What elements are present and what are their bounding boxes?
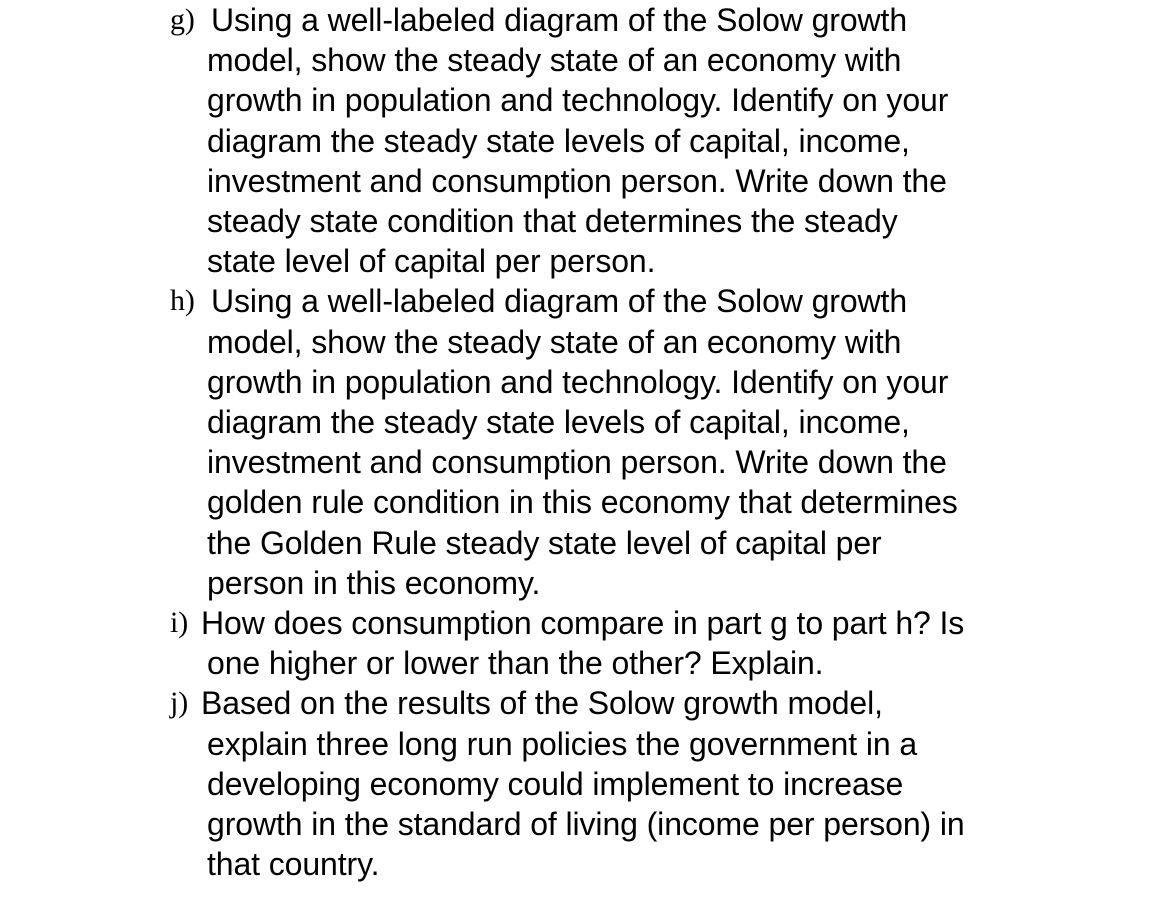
question-text-line: investment and consumption person. Write down the bbox=[207, 444, 947, 481]
question-text-line: golden rule condition in this economy that determines bbox=[207, 484, 958, 521]
question-text-line: state level of capital per person. bbox=[207, 243, 656, 280]
question-text-line: Using a well-labeled diagram of the Solow growth bbox=[211, 2, 908, 38]
question-marker: i) bbox=[170, 606, 189, 640]
question-i bbox=[170, 603, 1070, 683]
question-text-line: Based on the results of the Solow growth model, bbox=[201, 685, 883, 722]
question-text-line: the Golden Rule steady state level of capital per bbox=[207, 524, 882, 561]
question-text-line: diagram the steady state levels of capital, income, bbox=[207, 404, 910, 441]
question-h bbox=[170, 281, 1070, 603]
question-g bbox=[170, 0, 1070, 281]
question-text-line: growth in the standard of living (income per person) in bbox=[207, 806, 965, 843]
question-text-line: growth in population and technology. Identify on your bbox=[207, 82, 949, 119]
question-text-line: model, show the steady state of an economy with bbox=[207, 42, 902, 79]
question-marker: g) bbox=[170, 3, 195, 36]
question-text-line: How does consumption compare in part g to part h? Is bbox=[201, 605, 965, 642]
question-text-line: steady state condition that determines the steady bbox=[207, 203, 898, 240]
question-j bbox=[170, 683, 1070, 884]
question-marker: h) bbox=[170, 284, 195, 318]
question-text-line: growth in population and technology. Identify on your bbox=[207, 363, 949, 400]
question-text-line: one higher or lower than the other? Explain. bbox=[207, 645, 824, 682]
question-text-line: explain three long run policies the government in a bbox=[207, 725, 918, 762]
question-text-line: that country. bbox=[207, 846, 380, 883]
question-text-line: diagram the steady state levels of capital, income, bbox=[207, 122, 910, 159]
question-marker: j) bbox=[170, 686, 189, 720]
question-text-line: model, show the steady state of an economy with bbox=[207, 323, 902, 360]
question-text-line: developing economy could implement to increase bbox=[207, 765, 904, 802]
question-list bbox=[170, 0, 1070, 884]
question-text-line: Using a well-labeled diagram of the Solow growth bbox=[211, 283, 908, 320]
question-text-line: investment and consumption person. Write down the bbox=[207, 162, 947, 199]
question-text-line: person in this economy. bbox=[207, 564, 541, 601]
